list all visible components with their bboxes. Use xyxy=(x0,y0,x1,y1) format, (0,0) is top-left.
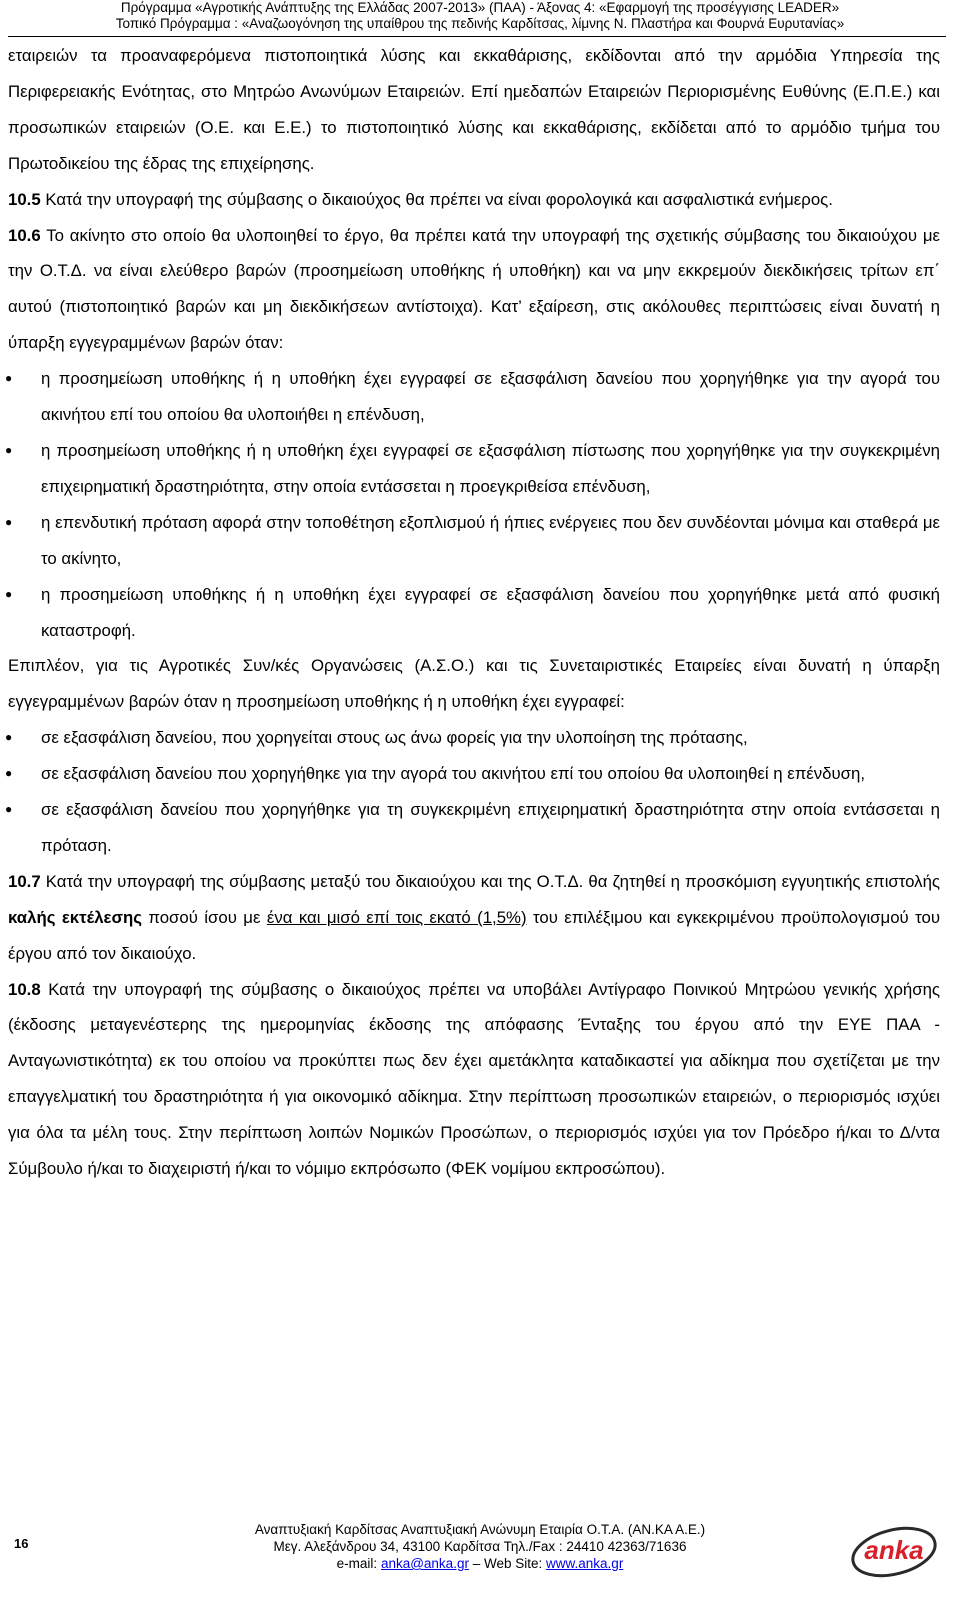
footer-address: Μεγ. Αλεξάνδρου 34, 43100 Καρδίτσα Τηλ./Fax : 24410 42363/71636 xyxy=(273,1539,687,1554)
bullet-icon: ● xyxy=(5,442,13,457)
list-item: ● σε εξασφάλιση δανείου που χορηγήθηκε για τη συγκεκριμένη επιχειρηματική δραστηριότητα στην οποία εντάσσεται η πρόταση. xyxy=(8,792,940,864)
bullet-icon: ● xyxy=(5,586,13,601)
header-local-program: Τοπικό Πρόγραμμα : «Αναζωογόνηση της υπαίθρου της πεδινής Καρδίτσας, λίμνης Ν. Πλαστήρα και Φουρνά Ευρυτανίας» xyxy=(115,16,845,31)
section-10-7: 10.7 Κατά την υπογραφή της σύμβασης μεταξύ του δικαιούχου και της Ο.Τ.Δ. θα ζητηθεί η προσκόμιση εγγυητικής επιστολής καλής εκτέλεσης ποσού ίσου με ένα και μισό επί τοις εκατό (1,5%) του επιλέξιμου και εγκεκριμένου προϋπολογισμού του έργου από τον δικαιούχο. xyxy=(8,871,941,963)
header-program-title: Πρόγραμμα «Αγροτικής Ανάπτυξης της Ελλάδας 2007-2013» (ΠΑΑ) - Άξονας 4: «Εφαρμογή της προσέγγισης LEADER» xyxy=(120,0,840,15)
bullet-icon: ● xyxy=(5,371,13,386)
section-10-8 xyxy=(8,972,940,1187)
section-number: 10.5 xyxy=(8,189,41,209)
section-text: Κατά την υπογραφή της σύμβασης ο δικαιούχος πρέπει να υποβάλει Αντίγραφο Ποινικού Μητρώου γενικής χρήσης (έκδοσης μεταγενέστερης της ημερομηνίας έκδοσης της απόφασης Ένταξης του έργου από την ΕΥΕ ΠΑΑ - Ανταγωνιστικότητα) εκ του οποίου να προκύπτει πως δεν έχει αμετάκλητα καταδικαστεί για αδίκημα που σχετίζεται με την επαγγελματική του δραστηριότητα ή για οικονομικό αδίκημα. Στην περίπτωση προσωπικών εταιρειών, ο περιορισμός ισχύει για όλα τα μέλη τους. Στην περίπτωση λοιπών Νομικών Προσώπων, ο περιορισμός ισχύει για τον Πρόεδρο ή/και το Δ/ντα Σύμβουλο ή/και το διαχειριστή ή/και το νόμιμο εκπρόσωπο (ΦΕΚ νομίμου εκπροσώπου). xyxy=(8,979,941,1179)
cooperatives-list xyxy=(5,720,940,864)
document-body xyxy=(5,38,941,1187)
section-10-5 xyxy=(8,182,940,218)
website-link[interactable]: www.anka.gr xyxy=(546,1556,624,1571)
header-divider xyxy=(8,36,946,37)
cooperatives-paragraph: Επιπλέον, για τις Αγροτικές Συν/κές Οργανώσεις (Α.Σ.Ο.) και τις Συνεταιριστικές Εταιρείες είναι δυνατή η ύπαρξη εγγεγραμμένων βαρών όταν η προσημείωση υποθήκης ή η υποθήκη έχει εγγραφεί: xyxy=(8,656,940,712)
section-number: 10.7 xyxy=(8,871,41,891)
section-number: 10.8 xyxy=(8,979,41,999)
encumbrance-exceptions-list xyxy=(5,361,940,648)
section-text: Κατά την υπογραφή της σύμβασης ο δικαιούχος θα πρέπει να είναι φορολογικά και ασφαλιστικά ενήμερος. xyxy=(45,189,833,209)
footer-company-name: Αναπτυξιακή Καρδίτσας Αναπτυξιακή Ανώνυμη Εταιρία Ο.Τ.Α. (ΑΝ.ΚΑ Α.Ε.) xyxy=(254,1522,706,1537)
list-item: ● σε εξασφάλιση δανείου που χορηγήθηκε για την αγορά του ακινήτου επί του οποίου θα υλοποιηθεί η επένδυση, xyxy=(8,756,940,792)
bullet-icon: ● xyxy=(5,514,13,529)
section-10-6 xyxy=(8,218,940,362)
bold-phrase: καλής εκτέλεσης xyxy=(8,907,142,927)
list-item: ● η προσημείωση υποθήκης ή η υποθήκη έχει εγγραφεί σε εξασφάλιση δανείου που χορηγήθηκε για την αγορά του ακινήτου επί του οποίου θα υλοποιήθει η επένδυση, xyxy=(8,361,940,433)
section-text: Το ακίνητο στο οποίο θα υλοποιηθεί το έργο, θα πρέπει κατά την υπογραφή της σχετικής σύμβασης του δικαιούχου με την Ο.Τ.Δ. να είναι ελεύθερο βαρών (προσημείωση υποθήκης ή υποθήκη) και να μην εκκρεμούν διεκδικήσεις τρίτων επ΄ αυτού (πιστοποιητικό βαρών και μη διεκδικήσεων αντίστοιχα). Κατ’ εξαίρεση, στις ακόλουθες περιπτώσεις είναι δυνατή η ύπαρξη εγγεγραμμένων βαρών όταν: xyxy=(8,225,940,353)
underlined-amount: ένα και μισό επί τοις εκατό (1,5%) xyxy=(266,907,527,927)
logo-text: anka xyxy=(864,1535,924,1565)
bullet-icon: ● xyxy=(5,802,13,817)
intro-paragraph: εταιρειών τα προαναφερόμενα πιστοποιητικά λύσης και εκκαθάρισης, εκδίδονται από την αρμόδια Υπηρεσία της Περιφερειακής Ενότητας, στο Μητρώο Ανωνύμων Εταιρειών. Επί ημεδαπών Εταιρειών Περιορισμένης Ευθύνης (Ε.Π.Ε.) και προσωπικών εταιρειών (Ο.Ε. και Ε.Ε.) το πιστοποιητικό λύσης και εκκαθάρισης, εκδίδεται από το αρμόδιο τμήμα του Πρωτοδικείου της έδρας της επιχείρησης. xyxy=(8,46,940,173)
bullet-icon: ● xyxy=(5,766,13,781)
page-footer xyxy=(0,1521,960,1572)
anka-logo xyxy=(848,1519,940,1579)
list-item: ● η προσημείωση υποθήκης ή η υποθήκη έχει εγγραφεί σε εξασφάλιση δανείου που χορηγήθηκε μετά από φυσική καταστροφή. xyxy=(8,577,940,649)
email-link[interactable]: anka@anka.gr xyxy=(380,1556,469,1571)
section-number: 10.6 xyxy=(8,225,41,245)
footer-contacts: e-mail: anka@anka.gr – Web Site: www.anka.gr xyxy=(336,1556,624,1571)
page-header xyxy=(0,0,960,32)
list-item: ● σε εξασφάλιση δανείου, που χορηγείται στους ως άνω φορείς για την υλοποίηση της πρότασης, xyxy=(8,720,940,756)
page-number: 16 xyxy=(14,1536,29,1551)
list-item: ● η επενδυτική πρόταση αφορά στην τοποθέτηση εξοπλισμού ή ήπιες ενέργειες που δεν συνδέονται μόνιμα και σταθερά με το ακίνητο, xyxy=(8,505,940,577)
list-item: ● η προσημείωση υποθήκης ή η υποθήκη έχει εγγραφεί σε εξασφάλιση πίστωσης που χορηγήθηκε για την συγκεκριμένη επιχειρηματική δραστηριότητα, στην οποία εντάσσεται η προεγκριθείσα επένδυση, xyxy=(8,433,940,505)
bullet-icon: ● xyxy=(5,730,13,745)
